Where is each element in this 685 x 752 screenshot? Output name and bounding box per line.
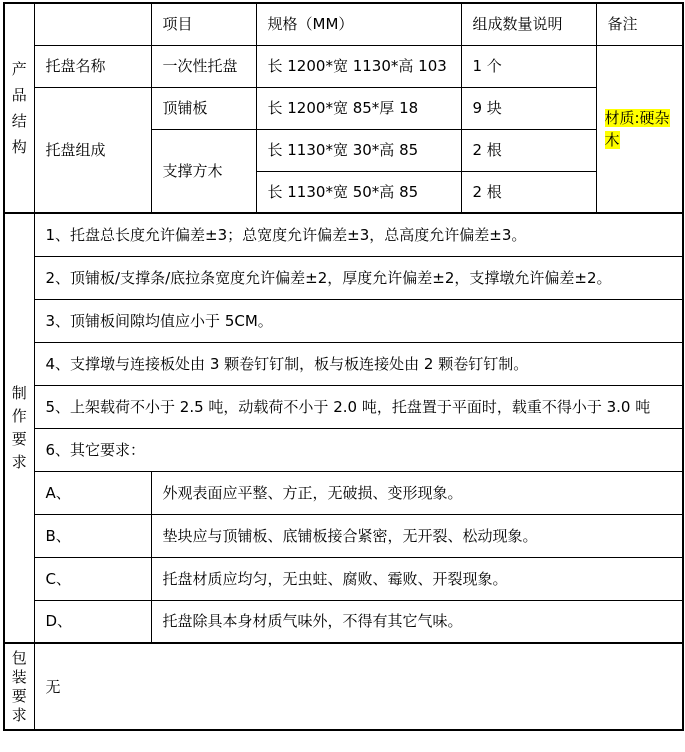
table-row	[4, 45, 683, 87]
section-packaging	[4, 643, 34, 730]
requirement-4: 4、支撑墩与连接板处由 3 颗卷钉钉制，板与板连接处由 2 颗卷钉钉制。	[34, 342, 683, 385]
support-timber-spec-1: 长 1130*宽 30*高 85	[256, 129, 461, 171]
sub-item-text-d: 托盘除具本身材质气味外，不得有其它气味。	[151, 600, 683, 643]
sub-item-key-b: B、	[34, 514, 151, 557]
sub-item-text-b: 垫块应与顶铺板、底铺板接合紧密，无开裂、松动现象。	[151, 514, 683, 557]
header-quantity: 组成数量说明	[461, 3, 596, 45]
section-manufacturing	[4, 213, 34, 643]
packaging-content: 无	[34, 643, 683, 730]
table-row	[4, 342, 683, 385]
support-timber-spec-2: 长 1130*宽 50*高 85	[256, 171, 461, 213]
requirement-6: 6、其它要求：	[34, 428, 683, 471]
support-timber-qty-1: 2 根	[461, 129, 596, 171]
support-timber-qty-2: 2 根	[461, 171, 596, 213]
table-row	[4, 385, 683, 428]
section-label-product-structure: 产品结构	[11, 60, 27, 156]
table-row	[4, 213, 683, 256]
pallet-composition-label: 托盘组成	[34, 87, 151, 213]
header-row	[4, 3, 683, 45]
header-remark: 备注	[596, 3, 683, 45]
table-row	[4, 256, 683, 299]
table-row	[4, 87, 683, 129]
top-deck-item: 顶铺板	[151, 87, 256, 129]
section-product-structure	[4, 3, 34, 213]
sub-item-text-c: 托盘材质应均匀，无虫蛀、腐败、霉败、开裂现象。	[151, 557, 683, 600]
pallet-name-spec: 长 1200*宽 1130*高 103	[256, 45, 461, 87]
table-row	[4, 557, 683, 600]
spec-table	[3, 2, 684, 731]
table-row	[4, 643, 683, 730]
top-deck-spec: 长 1200*宽 85*厚 18	[256, 87, 461, 129]
table-row	[4, 471, 683, 514]
section-label-manufacturing: 制作要求	[11, 384, 27, 471]
requirement-2: 2、顶铺板/支撑条/底拉条宽度允许偏差±2，厚度允许偏差±2，支撑墩允许偏差±2。	[34, 256, 683, 299]
requirement-3: 3、顶铺板间隙均值应小于 5CM。	[34, 299, 683, 342]
sub-item-key-c: C、	[34, 557, 151, 600]
document-page	[0, 2, 685, 752]
table-row	[4, 514, 683, 557]
table-row	[4, 428, 683, 471]
table-row	[4, 600, 683, 643]
support-timber-item: 支撑方木	[151, 129, 256, 213]
requirement-1: 1、托盘总长度允许偏差±3；总宽度允许偏差±3，总高度允许偏差±3。	[34, 213, 683, 256]
pallet-name-item: 一次性托盘	[151, 45, 256, 87]
remark-cell	[596, 45, 683, 213]
header-item: 项目	[151, 3, 256, 45]
header-spec: 规格（MM）	[256, 3, 461, 45]
section-label-packaging: 包装要求	[11, 648, 27, 724]
sub-item-text-a: 外观表面应平整、方正，无破损、变形现象。	[151, 471, 683, 514]
material-highlight: 材质:硬杂木	[604, 108, 670, 149]
table-row	[4, 299, 683, 342]
sub-item-key-d: D、	[34, 600, 151, 643]
pallet-name-label: 托盘名称	[34, 45, 151, 87]
pallet-name-qty: 1 个	[461, 45, 596, 87]
sub-item-key-a: A、	[34, 471, 151, 514]
requirement-5: 5、上架载荷不小于 2.5 吨，动载荷不小于 2.0 吨，托盘置于平面时，载重不得小于 3.0 吨	[34, 385, 683, 428]
top-deck-qty: 9 块	[461, 87, 596, 129]
header-blank-cell	[34, 3, 151, 45]
